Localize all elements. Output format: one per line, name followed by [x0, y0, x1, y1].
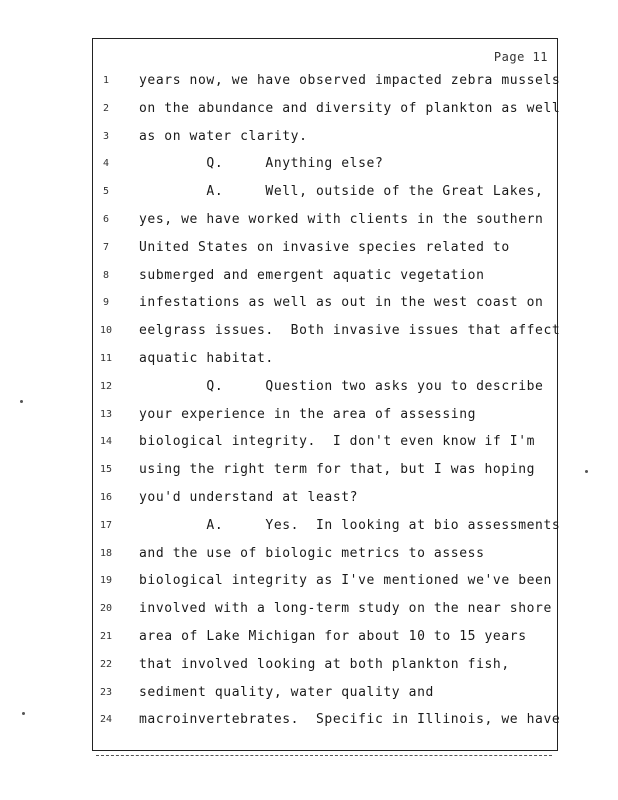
transcript-line [0, 600, 618, 620]
line-text: A. Yes. In looking at bio assessments [139, 517, 561, 533]
line-text: eelgrass issues. Both invasive issues that affect [139, 323, 561, 339]
line-number: 17 [99, 519, 113, 531]
line-text: A. Well, outside of the Great Lakes, [139, 184, 544, 200]
transcript-line [0, 489, 618, 509]
line-number: 12 [99, 380, 113, 392]
line-number: 20 [99, 603, 113, 615]
transcript-line [0, 183, 618, 203]
line-text: your experience in the area of assessing [139, 406, 477, 422]
scan-speck [585, 470, 588, 473]
line-number: 7 [102, 241, 110, 253]
line-number: 9 [102, 297, 110, 309]
line-number: 6 [102, 214, 110, 225]
line-number: 14 [99, 436, 113, 448]
transcript-line [0, 406, 618, 426]
transcript-line [0, 294, 618, 314]
transcript-line [0, 545, 618, 565]
line-number: 21 [99, 631, 113, 642]
transcript-line [0, 72, 618, 92]
transcript-line [0, 100, 618, 120]
line-text: using the right term for that, but I was hoping [139, 462, 536, 478]
line-text: years now, we have observed impacted zebra mussels [139, 73, 561, 88]
line-text: macroinvertebrates. Specific in Illinois, we have [139, 712, 561, 728]
line-number: 11 [99, 353, 113, 364]
line-text: involved with a long-term study on the near shore [139, 601, 552, 617]
transcript-line [0, 239, 618, 259]
line-number: 16 [99, 492, 113, 503]
transcript-line [0, 211, 618, 231]
line-text: you'd understand at least? [139, 490, 359, 505]
line-number: 4 [102, 158, 110, 170]
line-number: 18 [99, 547, 113, 559]
line-number: 10 [99, 325, 113, 337]
line-number: 1 [102, 75, 110, 86]
transcript-line [0, 711, 618, 731]
line-text: submerged and emergent aquatic vegetation [139, 267, 485, 283]
transcript-line [0, 656, 618, 676]
line-text: Q. Anything else? [139, 156, 384, 172]
transcript-line [0, 128, 618, 148]
transcript-line [0, 322, 618, 342]
line-text: infestations as well as out in the west coast on [139, 295, 544, 311]
line-number: 5 [102, 186, 110, 198]
line-number: 23 [99, 686, 113, 698]
transcript-line [0, 628, 618, 648]
scan-speck [20, 400, 23, 403]
line-number: 13 [99, 408, 113, 420]
transcript-line [0, 267, 618, 287]
line-text: that involved looking at both plankton fish, [139, 656, 510, 672]
page-number: Page 11 [493, 50, 548, 64]
line-number: 2 [102, 102, 110, 114]
line-number: 3 [102, 130, 110, 142]
line-number: 19 [99, 575, 113, 587]
line-text: aquatic habitat. [139, 351, 274, 366]
transcript-line [0, 461, 618, 481]
line-text: and the use of biologic metrics to assess [139, 545, 485, 561]
transcript-line [0, 350, 618, 370]
line-text: yes, we have worked with clients in the southern [139, 212, 544, 227]
line-text: Q. Question two asks you to describe [139, 378, 544, 394]
transcript-line [0, 378, 618, 398]
line-number: 22 [99, 658, 113, 670]
transcript-line [0, 433, 618, 453]
line-number: 8 [102, 269, 110, 281]
line-text: United States on invasive species related to [139, 239, 510, 255]
transcript-line [0, 572, 618, 592]
line-number: 24 [99, 714, 113, 726]
transcript-line [0, 155, 618, 175]
line-text: area of Lake Michigan for about 10 to 15 years [139, 629, 527, 644]
transcript-line [0, 517, 618, 537]
line-text: biological integrity as I've mentioned we've been [139, 573, 552, 589]
footer-rule [96, 755, 552, 756]
line-text: sediment quality, water quality and [139, 684, 434, 700]
line-text: biological integrity. I don't even know if I'm [139, 434, 536, 450]
scan-speck [22, 712, 25, 715]
line-text: on the abundance and diversity of plankton as well [139, 100, 561, 116]
line-text: as on water clarity. [139, 128, 308, 144]
transcript-line [0, 684, 618, 704]
line-number: 15 [99, 464, 113, 476]
